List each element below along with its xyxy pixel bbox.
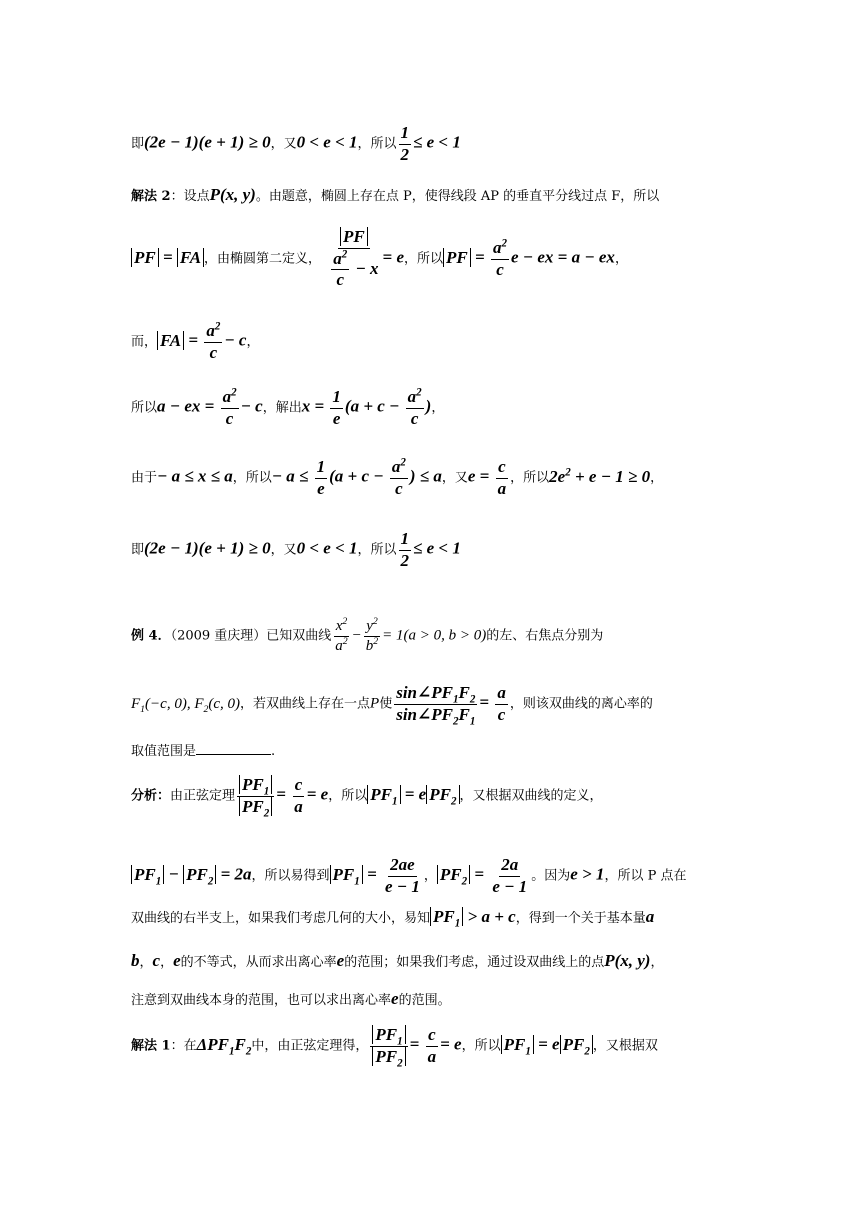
math-fraction: $\frac{PF_1}{PF_2}$ bbox=[370, 1026, 407, 1066]
math-expr: = e bbox=[382, 247, 405, 267]
math-expr: $2e^2 + e - 1 \ge 0$ bbox=[549, 466, 651, 486]
line-8: 例 4．（2009 重庆理）已知双曲线 $\frac{x^2}{a^2}$ − $\frac{y^2}{b^2}$ = 1(a > 0, b > 0)的左、右焦点分别为 bbox=[131, 616, 604, 654]
math-expr: − a ≤ bbox=[271, 466, 313, 486]
math-expr: 0 < e < 1 bbox=[296, 538, 358, 558]
line-12: $PF_1 - PF_2 = 2a$，所以易得到 $PF_1$ = $\frac{2ae}{e - 1}$ ， $PF_2$ = $\frac{2a}{e - 1}$ 。因为e > 1，所以 P 点在 bbox=[131, 856, 686, 896]
math-expr: P(x, y) bbox=[604, 951, 651, 970]
math-expr: $PF_1 - PF_2 = 2a$ bbox=[131, 865, 252, 884]
math-fraction: $\frac{a}{c}$ bbox=[497, 683, 506, 724]
math-expr: = 1(a > 0, b > 0) bbox=[382, 627, 487, 644]
math-expr: e − ex = a − ex bbox=[511, 247, 615, 267]
math-expr: $PF_1 > a + c$ bbox=[430, 907, 516, 926]
answer-blank bbox=[196, 742, 271, 755]
math-expr: P(x, y) bbox=[209, 185, 256, 204]
math-expr: b bbox=[131, 951, 140, 970]
math-expr: ≤ e < 1 bbox=[413, 538, 461, 558]
math-expr: e bbox=[391, 989, 399, 1008]
analysis-label: 分析： bbox=[131, 788, 171, 804]
math-expr: e bbox=[173, 951, 181, 970]
math-expr: − bbox=[351, 627, 362, 644]
line-14: b，c，e的不等式，从而求出离心率e的范围；如果我们考虑，通过设双曲线上的点P(x, y)， bbox=[131, 951, 664, 970]
math-expr: = bbox=[276, 784, 291, 804]
math-expr: − c bbox=[240, 396, 263, 416]
math-fraction: $\frac{x^2}{a^2}$ bbox=[335, 616, 348, 654]
math-expr: P bbox=[370, 695, 380, 712]
math-expr: (a + c − bbox=[344, 396, 404, 416]
math-fraction: $\frac{\sin\angle PF_1F_2}{\sin\angle PF_2F_1}$ bbox=[396, 683, 476, 728]
math-expr: = bbox=[409, 1034, 424, 1054]
math-expr: a bbox=[645, 907, 655, 926]
line-7: 即(2e − 1)(e + 1) ≥ 0，又0 < e < 1，所以 $\frac{1}{2}$ ≤ e < 1 bbox=[131, 529, 461, 570]
math-expr: PF = FA bbox=[131, 248, 204, 267]
math-fraction: $\frac{1}{e}$ bbox=[316, 457, 326, 498]
math-expr: $PF_2$ = bbox=[437, 865, 488, 884]
line-4: 而， FA = $\frac{a^2}{c}$ − c， bbox=[131, 320, 260, 362]
math-expr: e bbox=[336, 951, 345, 970]
math-expr: (a + c − bbox=[329, 466, 388, 486]
math-expr: $PF_1 = e$ $PF_2$ bbox=[501, 1035, 593, 1054]
math-expr: $PF_1 = e$ $PF_2$ bbox=[367, 785, 459, 804]
math-expr: (2e − 1)(e + 1) ≥ 0 bbox=[144, 538, 271, 558]
math-fraction: $\frac{2a}{e - 1}$ bbox=[492, 855, 528, 896]
line-15: 注意到双曲线本身的范围，也可以求出离心率e的范围。 bbox=[131, 989, 451, 1008]
math-expr: ) ≤ a bbox=[409, 466, 442, 486]
line-9: $F_1(-c$, 0), $F_2(c$, 0)，若双曲线上存在一点P使 $\frac{\sin\angle PF_1F_2}{\sin\angle PF_2F_1}$ = $\frac{a}{c}$ ，则该双曲线的离心率的 bbox=[131, 683, 653, 728]
math-expr: = e bbox=[440, 1034, 462, 1054]
math-expr: e > 1 bbox=[570, 864, 605, 884]
math-expr: a − ex = bbox=[157, 396, 219, 416]
math-fraction: $\frac{a^2}{c}$ bbox=[492, 237, 507, 279]
math-expr: ≤ e < 1 bbox=[413, 132, 461, 152]
line-16: 解法 1：在$\Delta PF_1F_2$中，由正弦定理得， $\frac{PF_1}{PF_2}$ = $\frac{c}{a}$ = e，所以 $PF_1 = e$ $PF_2$ ，又根据双 bbox=[131, 1025, 658, 1070]
math-expr: $F_1(-c$, 0), $F_2(c$, 0) bbox=[131, 695, 241, 715]
math-fraction: $\frac{a^2}{c}$ bbox=[206, 320, 221, 362]
line-3: PF = FA ，由椭圆第二定义， PF $\frac{a^2}{c}$ − x = e，所以 PF = $\frac{a^2}{c}$ e − ex = a − ex， bbox=[131, 228, 628, 290]
solution-label: 解法 1 bbox=[131, 1038, 171, 1054]
math-fraction: PF $\frac{a^2}{c}$ − x bbox=[333, 227, 379, 290]
math-expr: − a ≤ x ≤ a bbox=[157, 466, 233, 486]
line-6: 由于− a ≤ x ≤ a，所以− a ≤ $\frac{1}{e}$ (a + c − $\frac{a^2}{c}$ ) ≤ a，又e = $\frac{c}{a}$ ，所以$2e^2 + e - 1 \ge 0$， bbox=[131, 456, 664, 498]
math-fraction: $\frac{1}{2}$ bbox=[400, 123, 410, 164]
math-fraction: $\frac{a^2}{c}$ bbox=[391, 456, 406, 498]
math-fraction: $\frac{c}{a}$ bbox=[427, 1025, 437, 1066]
math-expr: PF = bbox=[443, 248, 489, 267]
line-1: 即(2e − 1)(e + 1) ≥ 0，又0 < e < 1，所以 $\frac{1}{2}$ ≤ e < 1 bbox=[131, 123, 461, 164]
math-expr: 0 < e < 1 bbox=[296, 132, 358, 152]
math-expr: = e bbox=[306, 784, 329, 804]
math-expr: = bbox=[479, 692, 494, 712]
line-10: 取值范围是 . bbox=[131, 744, 276, 759]
math-fraction: $\frac{2ae}{e - 1}$ bbox=[385, 855, 420, 896]
math-expr: x = bbox=[301, 396, 329, 416]
math-fraction: $\frac{y^2}{b^2}$ bbox=[365, 616, 379, 654]
math-expr: $\Delta PF_1F_2$ bbox=[196, 1034, 252, 1058]
solution-label: 解法 2 bbox=[131, 189, 171, 204]
math-expr: $PF_1$ = bbox=[330, 865, 381, 884]
line-13: 双曲线的右半支上，如果我们考虑几何的大小，易知 $PF_1 > a + c$，得到一个关于基本量a bbox=[131, 907, 655, 930]
math-fraction: $\frac{PF_1}{PF_2}$ bbox=[237, 776, 274, 816]
math-fraction: $\frac{a^2}{c}$ bbox=[222, 386, 237, 428]
line-2: 解法 2：设点P(x, y)。由题意，椭圆上存在点 P，使得线段 AP 的垂直平分线过点 F，所以 bbox=[131, 185, 660, 204]
line-5: 所以a − ex = $\frac{a^2}{c}$ − c，解出x = $\frac{1}{e}$ (a + c − $\frac{a^2}{c}$ )， bbox=[131, 386, 445, 428]
math-fraction: $\frac{a^2}{c}$ bbox=[407, 386, 422, 428]
example-label: 例 4． bbox=[131, 628, 171, 644]
line-11: 分析：由正弦定理 $\frac{PF_1}{PF_2}$ = $\frac{c}{a}$ = e，所以 $PF_1 = e$ $PF_2$ ，又根据双曲线的定义， bbox=[131, 775, 603, 820]
math-fraction: $\frac{c}{a}$ bbox=[294, 775, 303, 816]
math-fraction: $\frac{1}{2}$ bbox=[400, 529, 410, 570]
math-expr: ) bbox=[425, 396, 432, 416]
math-expr: FA = bbox=[157, 331, 202, 350]
math-fraction: $\frac{c}{a}$ bbox=[497, 457, 507, 498]
math-expr: c bbox=[152, 951, 161, 970]
math-expr: e = bbox=[467, 466, 494, 486]
math-fraction: $\frac{1}{e}$ bbox=[332, 387, 341, 428]
math-expr: − c bbox=[224, 330, 247, 350]
math-expr: (2e − 1)(e + 1) ≥ 0 bbox=[144, 132, 271, 152]
